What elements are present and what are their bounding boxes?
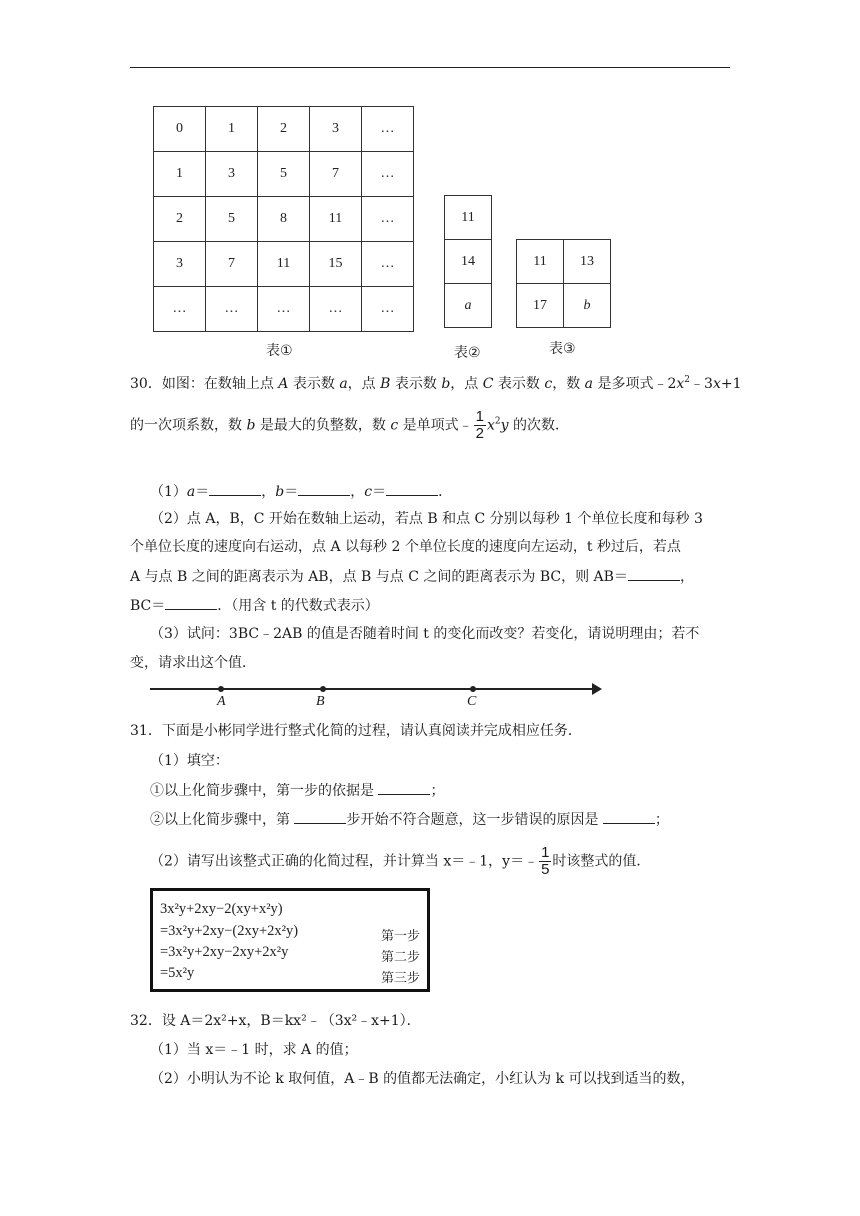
table-cell: … bbox=[154, 287, 206, 332]
answer-blank[interactable] bbox=[209, 481, 261, 496]
number-line-arrow bbox=[592, 683, 602, 695]
label-c: C bbox=[467, 694, 477, 709]
table-row bbox=[154, 287, 414, 332]
point-b bbox=[320, 686, 326, 692]
step-3-label: 第三步 bbox=[381, 971, 421, 986]
table-2-caption: 表② bbox=[454, 345, 481, 361]
table-cell: 11 bbox=[445, 196, 492, 240]
q30-part-2-line-1: （2）点 A，B，C 开始在数轴上运动，若点 B 和点 C 分别以每秒 1 个单位长度和每秒 3 bbox=[150, 511, 703, 527]
table-cell: 3 bbox=[154, 242, 206, 287]
q31-line-2: （1）填空： bbox=[150, 753, 229, 769]
fraction-one-fifth: $\frac{1}{5}$ bbox=[541, 844, 550, 878]
table-row bbox=[154, 152, 414, 197]
table-cell: … bbox=[362, 197, 414, 242]
point-c bbox=[470, 686, 476, 692]
q30-part-1: （1）a＝ ，b＝ ，c＝ ． bbox=[150, 481, 750, 502]
table-1-caption: 表① bbox=[266, 343, 293, 359]
simplification-box bbox=[150, 888, 430, 992]
table-cell: 11 bbox=[517, 240, 564, 284]
q30-line-2: 的一次项系数，数 b 是最大的负整数，数 c 是单项式﹣ $\frac{1}{2}$ $x^2y$ 的次数． bbox=[130, 408, 569, 442]
table-cell: … bbox=[362, 152, 414, 197]
table-row bbox=[445, 196, 492, 240]
table-cell: … bbox=[310, 287, 362, 332]
table-row bbox=[445, 240, 492, 284]
label-b: B bbox=[316, 694, 325, 709]
table-cell: 0 bbox=[154, 107, 206, 152]
table-cell: … bbox=[362, 287, 414, 332]
table-cell: 14 bbox=[445, 240, 492, 284]
table-3 bbox=[516, 239, 611, 328]
table-cell: 11 bbox=[258, 242, 310, 287]
table-cell: 7 bbox=[310, 152, 362, 197]
table-row bbox=[154, 242, 414, 287]
step-1-label: 第一步 bbox=[381, 929, 421, 944]
q32-line-1: 32．设 A＝2x²+x，B＝kx²﹣（3x²﹣x+1）． bbox=[130, 1013, 421, 1029]
box-row-3: =3x²y+2xy−2xy+2x²y bbox=[160, 944, 289, 960]
table-cell: 7 bbox=[206, 242, 258, 287]
table-2 bbox=[444, 195, 492, 328]
table-cell: … bbox=[206, 287, 258, 332]
table-cell: 5 bbox=[258, 152, 310, 197]
q31-line-5: （2）请写出该整式正确的化简过程，并计算当 x＝﹣1，y＝﹣ $\frac{1}{5}$ 时该整式的值． bbox=[150, 844, 651, 878]
step-2-label: 第二步 bbox=[381, 950, 421, 965]
table-row bbox=[445, 284, 492, 328]
box-row-1: 3x²y+2xy−2(xy+x²y) bbox=[160, 901, 283, 917]
answer-blank[interactable] bbox=[628, 566, 680, 581]
q31-line-4: ②以上化简步骤中，第 步开始不符合题意，这一步错误的原因是 ； bbox=[150, 809, 750, 830]
answer-blank[interactable] bbox=[603, 809, 655, 824]
q32-line-3: （2）小明认为不论 k 取何值，A﹣B 的值都无法确定，小红认为 k 可以找到适当的数， bbox=[150, 1071, 695, 1087]
answer-blank[interactable] bbox=[378, 780, 430, 795]
table-cell: 17 bbox=[517, 284, 564, 328]
table-cell: 13 bbox=[564, 240, 611, 284]
table-3-caption: 表③ bbox=[549, 341, 576, 357]
table-cell: 11 bbox=[310, 197, 362, 242]
header-rule bbox=[130, 67, 730, 68]
table-cell: 15 bbox=[310, 242, 362, 287]
label-a: A bbox=[217, 694, 226, 709]
table-cell: 5 bbox=[206, 197, 258, 242]
q30-part-3-line-1: （3）试问：3BC﹣2AB 的值是否随着时间 t 的变化而改变？若变化，请说明理由；若不 bbox=[150, 626, 700, 642]
table-row bbox=[154, 197, 414, 242]
table-cell: 3 bbox=[206, 152, 258, 197]
table-1 bbox=[153, 106, 414, 332]
answer-blank[interactable] bbox=[298, 481, 350, 496]
q32-line-2: （1）当 x＝﹣1 时，求 A 的值； bbox=[150, 1042, 358, 1058]
q30-line-1: 30．如图：在数轴上点 A 表示数 a，点 B 表示数 b，点 C 表示数 c，数 a 是多项式$﹣2x^2﹣3x+1$ bbox=[130, 375, 742, 392]
table-cell: b bbox=[564, 284, 611, 328]
q31-line-3: ①以上化简步骤中，第一步的依据是 ； bbox=[150, 780, 750, 801]
answer-blank[interactable] bbox=[165, 595, 217, 610]
point-a bbox=[218, 686, 224, 692]
table-cell: a bbox=[445, 284, 492, 328]
table-cell: 2 bbox=[258, 107, 310, 152]
q30-part-2-line-3: A 与点 B 之间的距离表示为 AB，点 B 与点 C 之间的距离表示为 BC，则 AB＝ ， bbox=[130, 566, 750, 587]
table-row bbox=[154, 107, 414, 152]
q31-line-1: 31．下面是小彬同学进行整式化简的过程，请认真阅读并完成相应任务． bbox=[130, 723, 582, 739]
table-row bbox=[517, 284, 611, 328]
q30-part-2-line-4: BC＝ ．（用含 t 的代数式表示） bbox=[130, 595, 750, 616]
table-cell: 1 bbox=[206, 107, 258, 152]
table-cell: 3 bbox=[310, 107, 362, 152]
table-cell: … bbox=[258, 287, 310, 332]
q30-part-2-line-2: 个单位长度的速度向右运动，点 A 以每秒 2 个单位长度的速度向左运动，t 秒过后，若点 bbox=[130, 539, 681, 555]
table-cell: … bbox=[362, 242, 414, 287]
table-row bbox=[517, 240, 611, 284]
answer-blank[interactable] bbox=[386, 481, 438, 496]
box-row-2: =3x²y+2xy−(2xy+2x²y) bbox=[160, 923, 299, 939]
q30-part-3-line-2: 变，请求出这个值． bbox=[130, 655, 256, 671]
answer-blank[interactable] bbox=[294, 809, 346, 824]
table-cell: 1 bbox=[154, 152, 206, 197]
table-cell: 8 bbox=[258, 197, 310, 242]
table-cell: … bbox=[362, 107, 414, 152]
table-cell: 2 bbox=[154, 197, 206, 242]
fraction-one-half: $\frac{1}{2}$ bbox=[475, 408, 484, 442]
box-row-4: =5x²y bbox=[160, 965, 195, 981]
